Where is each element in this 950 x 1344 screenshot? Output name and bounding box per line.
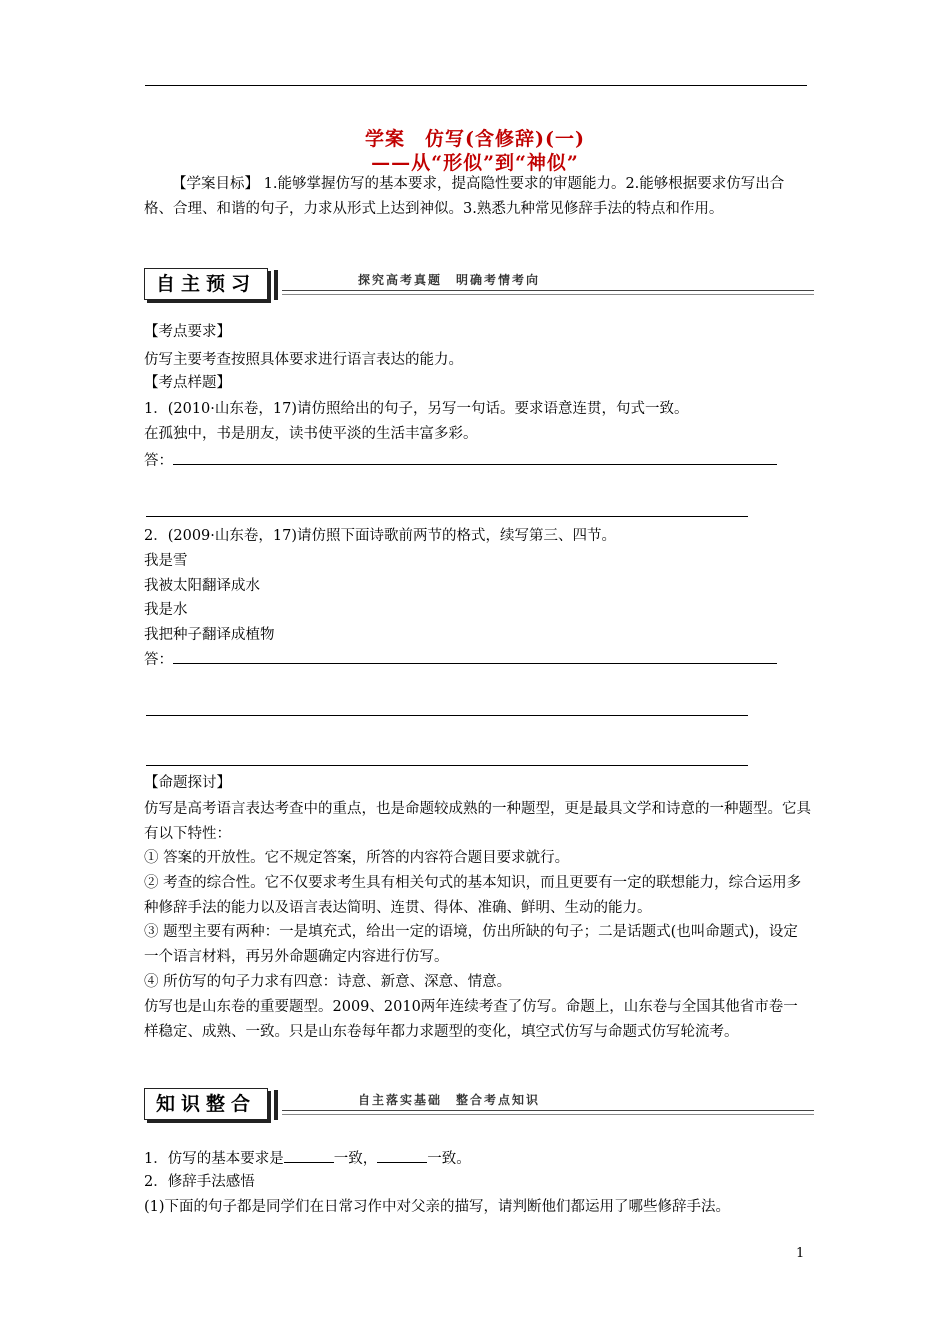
discussion-point: ① 答案的开放性。它不规定答案，所答的内容符合题目要求就行。	[144, 850, 570, 866]
banner-subtitle: 自主落实基础 整合考点知识	[358, 1093, 541, 1107]
discussion-point: ③ 题型主要有两种：一是填充式，给出一定的语境，仿出所缺的句子；二是话题式(也叫命题式)，设定一个语言材料，再另外命题确定内容进行仿写。	[144, 924, 798, 965]
fill-blank[interactable]	[284, 1146, 334, 1163]
banner-bar	[274, 1090, 278, 1120]
header-rule	[145, 85, 807, 86]
knowledge-item-2: 2．修辞手法感悟	[144, 1174, 255, 1190]
banner-subtitle: 探究高考真题 明确考情考向	[358, 273, 541, 287]
question-1-sentence: 在孤独中，书是朋友，读书使平淡的生活丰富多彩。	[144, 426, 478, 442]
question-1: 1．(2010·山东卷，17)请仿照给出的句子，另写一句话。要求语意连贯，句式一致。	[144, 401, 689, 417]
learning-goal: 【学案目标】 1.能够掌握仿写的基本要求，提高隐性要求的审题能力。2.能够根据要求仿写出合格、合理、和谐的句子，力求从形式上达到神似。3.熟悉九种常见修辞手法的特点和作用。	[144, 176, 785, 217]
answer-line[interactable]	[146, 516, 748, 517]
sample-heading: 【考点样题】	[144, 375, 231, 391]
banner-tag: 知识整合	[144, 1088, 268, 1120]
poem-line: 我被太阳翻译成水	[144, 578, 260, 594]
fill-blank[interactable]	[377, 1146, 427, 1163]
answer-label: 答：	[144, 652, 173, 668]
discussion-intro: 仿写是高考语言表达考查中的重点，也是命题较成熟的一种题型，更是最具文学和诗意的一种题型。它具有以下特性：	[144, 801, 811, 842]
answer-label: 答：	[144, 453, 173, 469]
discussion-point: ④ 所仿写的句子力求有四意：诗意、新意、深意、情意。	[144, 974, 512, 990]
answer-1	[144, 448, 777, 474]
banner-bar	[274, 270, 278, 300]
poem-line: 我是雪	[144, 553, 188, 569]
discussion-summary: 仿写也是山东卷的重要题型。2009、2010两年连续考查了仿写。命题上，山东卷与全国其他省市卷一样稳定、成熟、一致。只是山东卷每年都力求题型的变化，填空式仿写与命题式仿写轮流考。	[144, 999, 798, 1040]
poem-line: 我是水	[144, 602, 188, 618]
section-banner-preview	[144, 268, 814, 302]
question-2: 2．(2009·山东卷，17)请仿照下面诗歌前两节的格式，续写第三、四节。	[144, 528, 616, 544]
knowledge-item-1: 1．仿写的基本要求是 一致， 一致。	[144, 1146, 471, 1172]
discussion-heading: 【命题探讨】	[144, 775, 231, 791]
banner-tag: 自主预习	[144, 268, 268, 300]
answer-line[interactable]	[173, 448, 777, 465]
requirement-heading: 【考点要求】	[144, 324, 231, 340]
discussion-point: ② 考查的综合性。它不仅要求考生具有相关句式的基本知识，而且更要有一定的联想能力，综合运用多种修辞手法的能力以及语言表达简明、连贯、得体、准确、鲜明、生动的能力。	[144, 875, 802, 916]
answer-line[interactable]	[146, 765, 748, 766]
poem-line: 我把种子翻译成植物	[144, 627, 275, 643]
page-number: 1	[796, 1246, 805, 1261]
answer-2	[144, 647, 777, 673]
section-banner-knowledge	[144, 1088, 814, 1122]
answer-line[interactable]	[173, 647, 777, 664]
title-subtitle: ——从“形似”到“神似”	[371, 152, 579, 174]
knowledge-item-3: (1)下面的句子都是同学们在日常习作中对父亲的描写，请判断他们都运用了哪些修辞手法。	[144, 1199, 731, 1215]
requirement-text: 仿写主要考查按照具体要求进行语言表达的能力。	[144, 352, 463, 368]
title-main: 学案 仿写(含修辞)(一)	[365, 128, 585, 150]
answer-line[interactable]	[146, 715, 748, 716]
